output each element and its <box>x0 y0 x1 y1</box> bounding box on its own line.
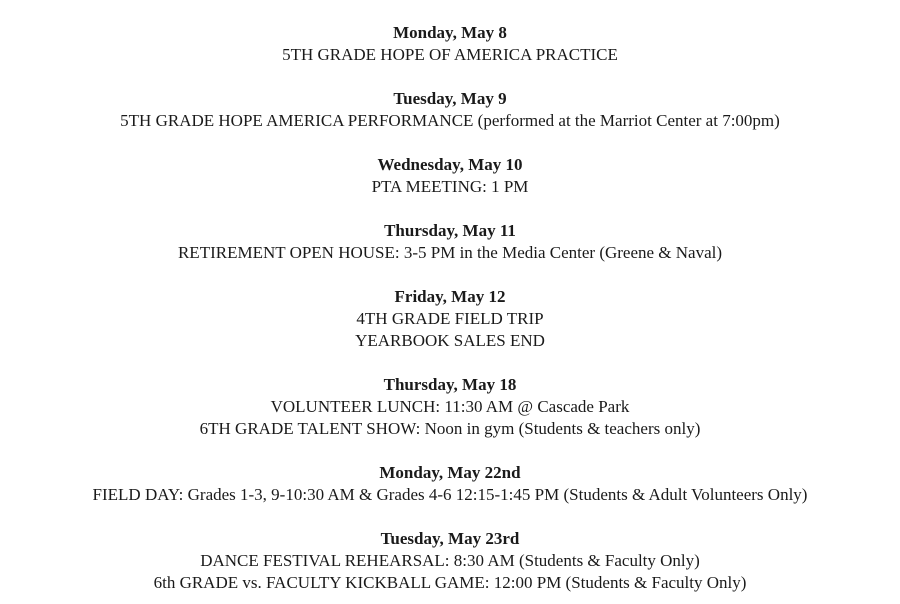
day-block-may-12 <box>0 286 900 352</box>
day-block-may-18 <box>0 374 900 440</box>
event-line: YEARBOOK SALES END <box>355 331 545 350</box>
day-block-may-23 <box>0 528 900 594</box>
event-line: DANCE FESTIVAL REHEARSAL: 8:30 AM (Students & Faculty Only) <box>200 551 700 570</box>
day-block-may-10 <box>0 154 900 198</box>
day-block-may-9 <box>0 88 900 132</box>
day-date: Tuesday, May 9 <box>393 89 507 108</box>
event-line: 5TH GRADE HOPE OF AMERICA PRACTICE <box>282 45 618 64</box>
event-line: PTA MEETING: 1 PM <box>371 177 529 196</box>
event-line: RETIREMENT OPEN HOUSE: 3-5 PM in the Media Center (Greene & Naval) <box>177 243 723 262</box>
day-date: Wednesday, May 10 <box>377 155 523 174</box>
event-line: 4TH GRADE FIELD TRIP <box>356 309 544 328</box>
day-block-may-8 <box>0 22 900 66</box>
day-date: Monday, May 22nd <box>379 463 521 482</box>
day-date: Monday, May 8 <box>393 23 507 42</box>
day-block-may-11 <box>0 220 900 264</box>
event-line: VOLUNTEER LUNCH: 11:30 AM @ Cascade Park <box>270 397 630 416</box>
event-line: 6th GRADE vs. FACULTY KICKBALL GAME: 12:00 PM (Students & Faculty Only) <box>153 573 747 592</box>
day-date: Tuesday, May 23rd <box>380 529 520 548</box>
day-date: Friday, May 12 <box>394 287 506 306</box>
event-line: FIELD DAY: Grades 1-3, 9-10:30 AM & Grades 4-6 12:15-1:45 PM (Students & Adult Volunteers Only) <box>92 485 808 504</box>
event-line: 6TH GRADE TALENT SHOW: Noon in gym (Students & teachers only) <box>199 419 701 438</box>
day-block-may-22 <box>0 462 900 506</box>
day-date: Thursday, May 11 <box>384 221 516 240</box>
day-date: Thursday, May 18 <box>383 375 517 394</box>
event-line: 5TH GRADE HOPE AMERICA PERFORMANCE (performed at the Marriot Center at 7:00pm) <box>120 111 780 130</box>
